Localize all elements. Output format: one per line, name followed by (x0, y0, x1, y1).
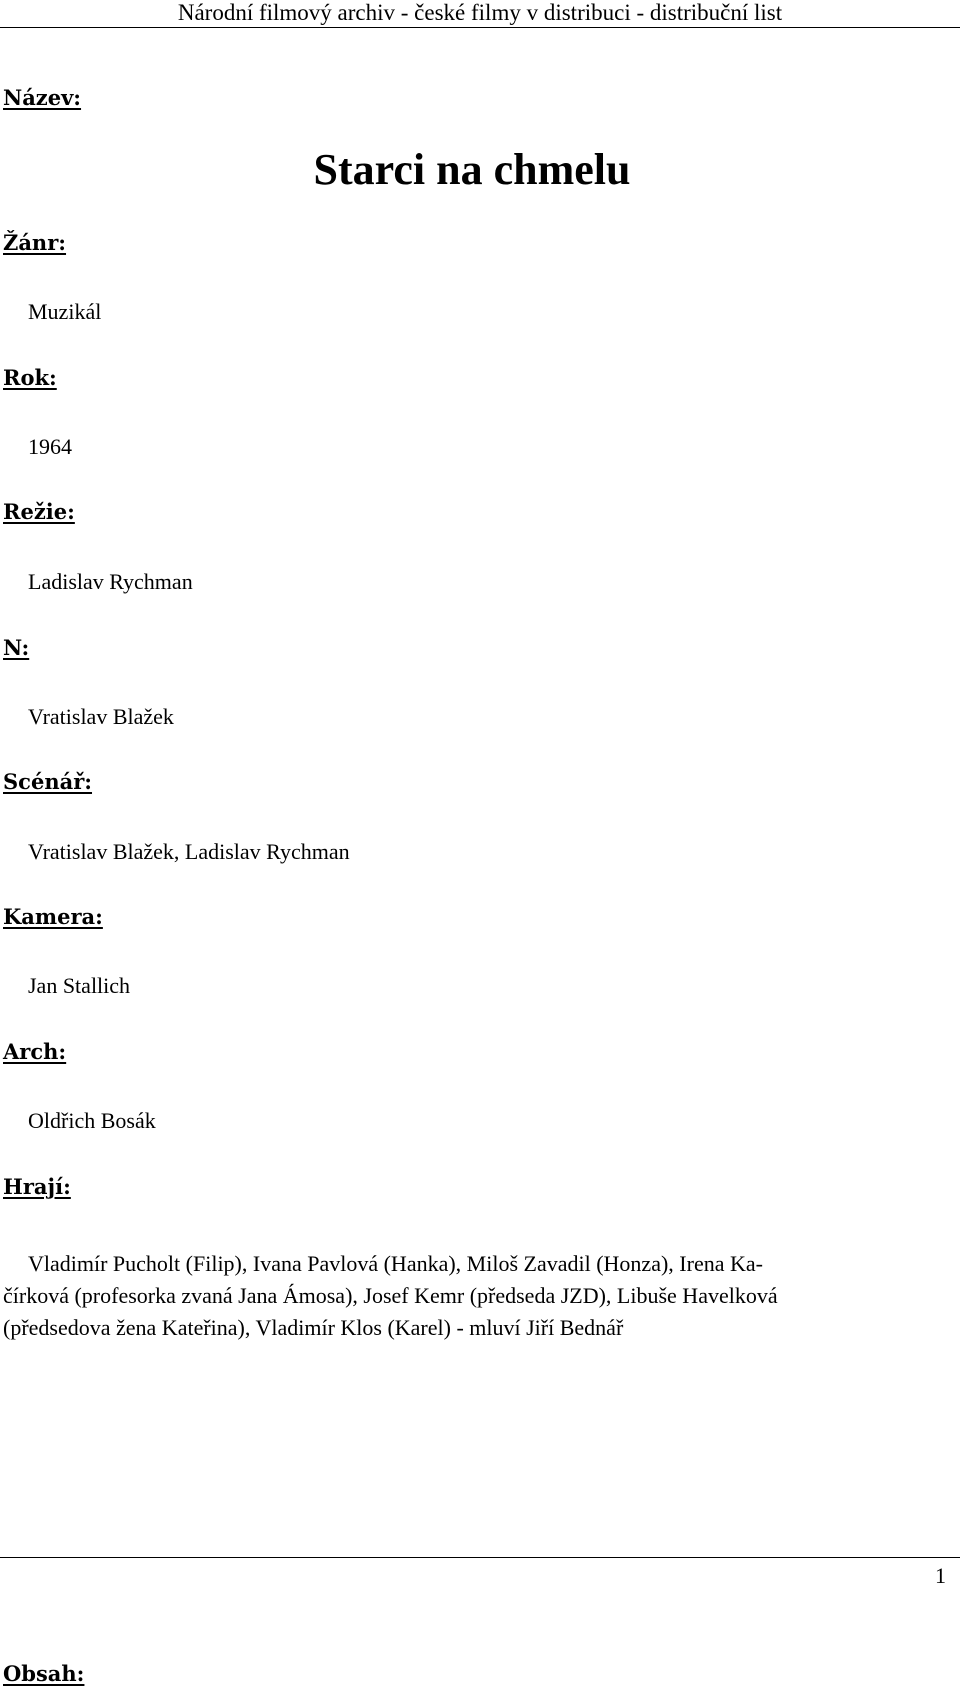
document-header: Národní filmový archiv - české filmy v distribuci - distribuční list (0, 0, 960, 28)
hraji-label: Hrají: (3, 1174, 71, 1199)
cast-line-3: (předsedova žena Kateřina), Vladimír Klos (Karel) - mluví Jiří Bednář (3, 1315, 624, 1340)
cast-line-1: Vladimír Pucholt (Filip), Ivana Pavlová (Hanka), Miloš Zavadil (Honza), Irena Ka- (28, 1251, 763, 1276)
obsah-label: Obsah: (3, 1661, 85, 1686)
scenar-value: Vratislav Blažek, Ladislav Rychman (28, 839, 350, 864)
rezie-value: Ladislav Rychman (28, 569, 193, 594)
cast-line-2: čírková (profesorka zvaná Jana Ámosa), Josef Kemr (předseda JZD), Libuše Havelková (3, 1283, 778, 1308)
arch-label: Arch: (3, 1039, 67, 1064)
cast-list (3, 1248, 949, 1344)
footer-divider (0, 1557, 960, 1558)
kamera-label: Kamera: (3, 904, 103, 929)
n-value: Vratislav Blažek (28, 704, 174, 729)
page-number: 1 (935, 1563, 946, 1588)
rok-label: Rok: (3, 365, 57, 390)
kamera-value: Jan Stallich (28, 973, 131, 998)
nazev-label: Název: (3, 85, 82, 110)
scenar-label: Scénář: (3, 769, 93, 794)
rezie-label: Režie: (3, 499, 75, 524)
zanr-label: Žánr: (3, 230, 67, 255)
film-title: Starci na chmelu (313, 145, 631, 194)
n-label: N: (3, 635, 30, 660)
zanr-value: Muzikál (28, 299, 102, 324)
rok-value: 1964 (28, 434, 72, 459)
arch-value: Oldřich Bosák (28, 1108, 156, 1133)
